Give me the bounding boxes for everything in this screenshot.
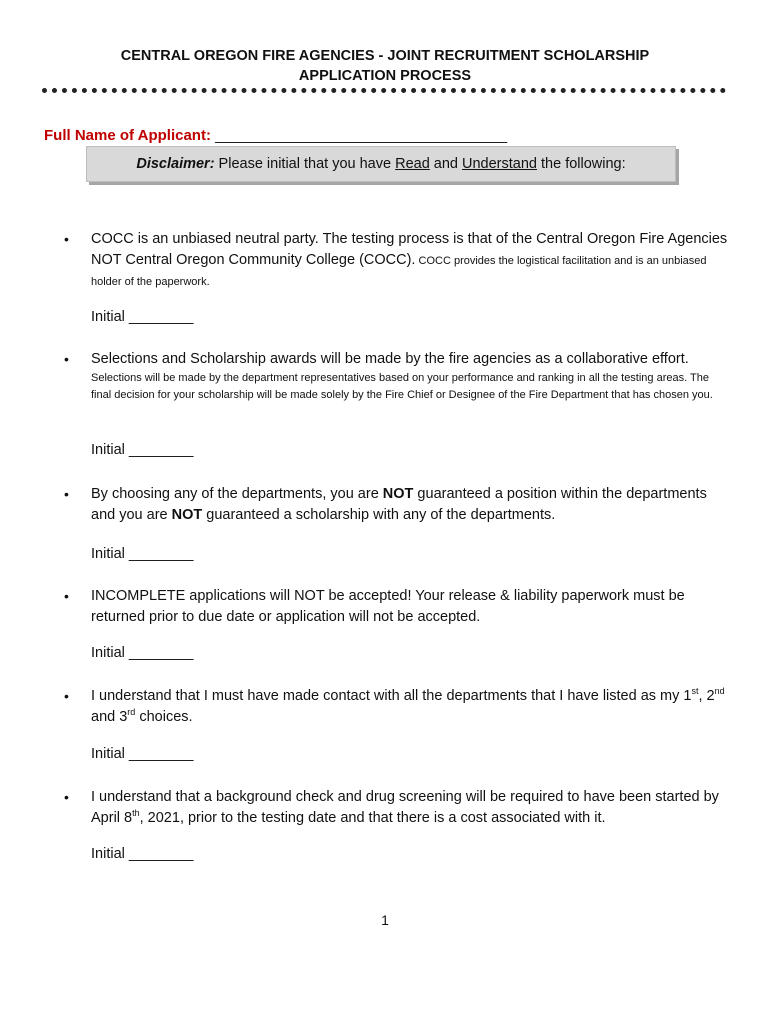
disclaimer-text-before: Please initial that you have	[214, 156, 396, 172]
item-text	[91, 229, 731, 292]
document-title	[40, 46, 730, 86]
item-text-part1: I understand that a background check and drug screening will be required to have been started by April 8	[91, 789, 719, 826]
initial-field-3[interactable]: Initial ________	[91, 546, 194, 562]
item-text-part3: and 3	[91, 709, 128, 725]
ordinal-th: th	[132, 808, 140, 819]
title-line-2: APPLICATION PROCESS	[298, 68, 472, 84]
ordinal-st: st	[691, 686, 699, 697]
initial-field-6[interactable]: Initial ________	[91, 846, 194, 862]
item-text	[91, 484, 731, 526]
item-not-emphasis: NOT	[382, 486, 414, 502]
item-text	[91, 787, 731, 829]
initial-field-2[interactable]: Initial ________	[91, 442, 194, 458]
bullet-icon: •	[64, 688, 69, 704]
item-text-part3: guaranteed a scholarship with any of the departments.	[202, 507, 556, 523]
page-number: 1	[381, 912, 389, 928]
item-text-part1: I understand that I must have made contact with all the departments that I have listed as my 1	[91, 688, 692, 704]
item-main-text: Selections and Scholarship awards will be made by the fire agencies as a collaborative effort.	[91, 351, 689, 367]
initial-field-4[interactable]: Initial ________	[91, 645, 194, 661]
bullet-icon: •	[64, 789, 69, 805]
bullet-icon: •	[64, 351, 69, 367]
disclaimer-read: Read	[395, 156, 430, 172]
title-line-1: CENTRAL OREGON FIRE AGENCIES - JOINT RECRUITMENT SCHOLARSHIP	[120, 48, 650, 64]
item-not-emphasis: NOT	[171, 507, 203, 523]
ordinal-rd: rd	[127, 707, 136, 718]
item-text	[91, 349, 731, 404]
applicant-name-field[interactable]: ___________________________________	[210, 127, 508, 144]
disclaimer-understand: Understand	[462, 156, 537, 172]
item-text: INCOMPLETE applications will NOT be accepted! Your release & liability paperwork must be returned prior to due date or application will not be accepted.	[91, 588, 685, 625]
applicant-name-row	[44, 127, 507, 144]
item-small-text: COCC provides the logistical facilitation and is an unbiased holder of the paperwork.	[91, 255, 707, 288]
initial-field-1[interactable]: Initial ________	[91, 309, 194, 325]
item-text	[91, 686, 731, 728]
disclaimer-box	[86, 146, 676, 182]
disclaimer-and: and	[429, 156, 463, 172]
item-small-text: Selections will be made by the department representatives based on your performance and ranking in all the testing areas. The final decision for your scholarship will be made solely by the Fire Chief or Designee of the Fire Department that has chosen you.	[91, 372, 713, 401]
initial-field-5[interactable]: Initial ________	[91, 746, 194, 762]
applicant-name-label: Full Name of Applicant:	[44, 127, 211, 144]
item-text-part2: guaranteed a position within the departments and you are	[91, 486, 707, 523]
item-text-part4: choices.	[135, 709, 193, 725]
bullet-icon: •	[64, 588, 69, 604]
bullet-icon: •	[64, 231, 69, 247]
item-text-part2: , 2021, prior to the testing date and that there is a cost associated with it.	[139, 810, 606, 826]
ordinal-nd: nd	[714, 686, 725, 697]
item-text-part1: By choosing any of the departments, you are	[91, 486, 383, 502]
disclaimer-label: Disclaimer:	[136, 156, 215, 172]
bullet-icon: •	[64, 486, 69, 502]
item-text-part2: , 2	[698, 688, 715, 704]
dotted-divider	[42, 88, 726, 93]
item-main-text: COCC is an unbiased neutral party. The testing process is that of the Central Oregon Fire Agencies NOT Central Oregon Community College (COCC).	[91, 231, 728, 268]
disclaimer-text-after: the following:	[536, 156, 626, 172]
